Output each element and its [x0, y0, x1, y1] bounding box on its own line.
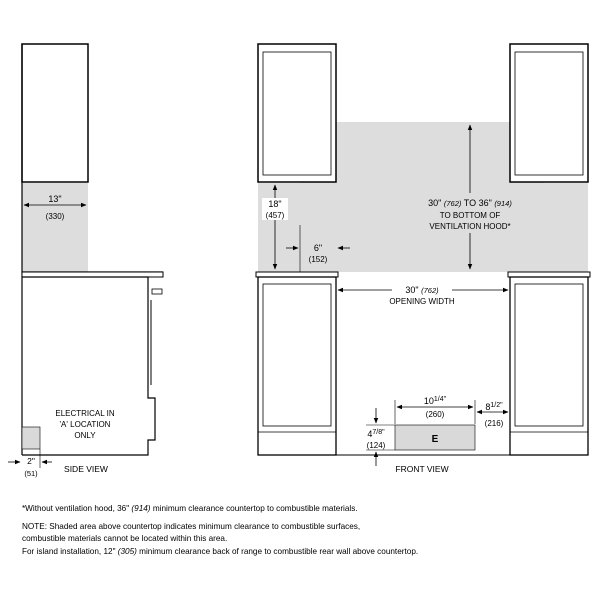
front-electrical-box-label: E	[431, 434, 439, 445]
note-line-3: combustible materials cannot be located within this area.	[22, 534, 228, 543]
side-depth-mm: (330)	[45, 212, 65, 221]
note4-a: For island installation, 12"	[22, 546, 116, 556]
side-range-knob	[152, 289, 162, 294]
front-side-mm: (152)	[308, 255, 328, 264]
front-height-mm: (457)	[265, 211, 285, 220]
hood-max-mm: (914)	[494, 199, 512, 208]
elec-r-frac: 1/2"	[490, 402, 503, 409]
front-base-cabinet-right	[510, 277, 588, 455]
side-elec-line3: ONLY	[74, 431, 96, 440]
hood-min-in: 30"	[428, 198, 442, 208]
note1-c: minimum clearance countertop to combustible materials.	[152, 504, 358, 513]
side-view	[8, 44, 163, 478]
front-side-in: 6"	[313, 243, 323, 253]
note-line-1	[22, 503, 582, 516]
front-opening-label: OPENING WIDTH	[389, 297, 455, 306]
side-offset-mm: (51)	[24, 469, 38, 478]
front-countertop-right	[508, 272, 590, 277]
note4-mm: (305)	[117, 546, 137, 556]
note4-c: minimum clearance back of range to combustible rear wall above countertop.	[139, 546, 419, 556]
front-elec-w-in	[424, 396, 447, 406]
front-elec-r-in	[485, 402, 503, 412]
elec-h-whole: 4	[367, 429, 373, 439]
note1-mm: (914)	[131, 504, 151, 513]
front-view	[256, 44, 590, 474]
hood-min-mm: (762)	[443, 199, 462, 208]
opening-mm: (762)	[421, 286, 439, 295]
side-offset-in: 2"	[27, 456, 35, 466]
note-line-4	[22, 546, 582, 559]
front-elec-h-mm: (124)	[366, 441, 386, 450]
side-countertop-edge	[22, 272, 163, 277]
elec-w-whole: 10	[423, 396, 434, 406]
front-base-cabinet-left	[258, 277, 336, 455]
side-upper-cabinet	[22, 44, 88, 182]
front-height-in: 18"	[268, 199, 282, 209]
hood-max-in: TO 36"	[463, 198, 492, 208]
front-hood-line2: TO BOTTOM OF	[439, 211, 501, 220]
note-line-2: NOTE: Shaded area above countertop indicates minimum clearance to combustible surfaces,	[22, 521, 361, 531]
side-electrical-box	[22, 427, 40, 449]
front-elec-w-mm: (260)	[425, 410, 445, 419]
side-depth-in: 13"	[48, 194, 62, 204]
side-elec-line1: ELECTRICAL IN	[55, 409, 115, 418]
front-elec-r-mm: (216)	[484, 419, 504, 428]
elec-w-frac: 1/4"	[433, 396, 447, 403]
notes	[22, 503, 582, 558]
front-opening-dim	[405, 285, 439, 295]
elec-r-whole: 8	[485, 402, 491, 412]
front-hood-line3: VENTILATION HOOD*	[429, 222, 511, 231]
front-upper-cabinet-right	[510, 44, 588, 182]
elec-h-frac: 7/8"	[372, 429, 385, 436]
front-countertop-left	[256, 272, 338, 277]
side-view-label: SIDE VIEW	[64, 464, 108, 474]
front-upper-cabinet-left	[258, 44, 336, 182]
opening-in: 30"	[405, 285, 419, 295]
front-view-label: FRONT VIEW	[395, 464, 449, 474]
note1-a: *Without ventilation hood, 36"	[22, 504, 130, 513]
side-elec-line2: 'A' LOCATION	[59, 420, 111, 429]
front-hood-line1	[428, 198, 512, 208]
